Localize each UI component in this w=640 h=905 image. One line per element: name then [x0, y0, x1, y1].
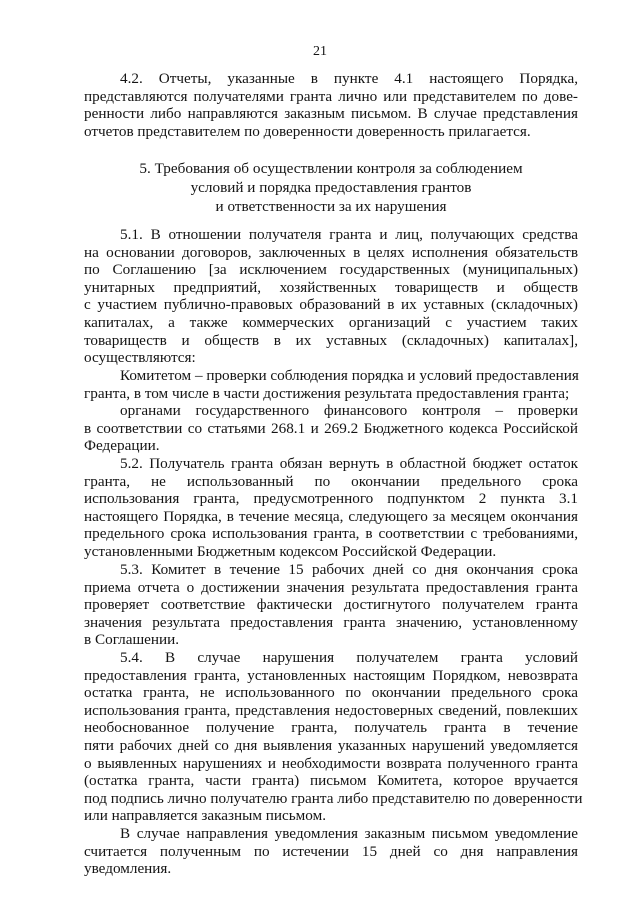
- text-line: гранта, не использованный по окончании предельного срока: [84, 472, 578, 490]
- text-line: о выявленных нарушениях и необходимости возврата полученного гранта: [84, 754, 578, 772]
- text-line: по Соглашению [за исключением государственных (муниципальных): [84, 261, 578, 279]
- paragraph-5-1: [84, 226, 578, 367]
- text-line: уведомления.: [84, 860, 172, 878]
- text-line: под подпись лично получателю гранта либо представителю по доверенности: [84, 789, 583, 807]
- paragraph-5-2: [84, 455, 578, 561]
- text-line: с участием публично-правовых образований в их уставных (складочных): [84, 296, 578, 314]
- heading-line: 5. Требования об осуществлении контроля за соблюдением: [139, 160, 523, 177]
- text-line: 5.2. Получатель гранта обязан вернуть в областной бюджет остаток: [120, 455, 578, 472]
- paragraph-registered-mail: [84, 825, 578, 878]
- text-line: отчетов представителем по доверенности доверенность прилагается.: [84, 122, 531, 140]
- text-line: использования гранта, предусмотренного подпунктом 2 пункта 3.1: [84, 490, 578, 508]
- paragraph-financial-control: [84, 402, 578, 455]
- text-line: ренности либо направляются заказным письмом. В случае представления: [84, 105, 578, 123]
- text-line: настоящего Порядка, в течение месяца, следующего за месяцем окончания: [84, 507, 578, 525]
- text-line: предельного срока использования гранта, в соответствии с требованиями,: [84, 525, 578, 543]
- text-line: органами государственного финансового контроля – проверки: [120, 402, 578, 419]
- text-line: Федерации.: [84, 437, 160, 455]
- paragraph-5-4: [84, 649, 583, 825]
- paragraph-5-3: [84, 561, 578, 649]
- text-line: унитарных предприятий, хозяйственных товариществ и обществ: [84, 278, 578, 296]
- text-line: проверяет соответствие фактически достигнутого получателем гранта: [84, 596, 578, 614]
- text-line: товариществ и обществ в их уставных (складочных) капиталах],: [84, 331, 578, 349]
- paragraph-4-2: [84, 70, 578, 140]
- text-line: остатка гранта, не использованного по окончании предельного срока: [84, 684, 578, 702]
- text-line: в соответствии со статьями 268.1 и 269.2 Бюджетного кодекса Российской: [84, 419, 578, 437]
- text-line: или направляется заказным письмом.: [84, 807, 326, 825]
- heading-line: и ответственности за их нарушения: [215, 198, 447, 215]
- text-line: значения результата предоставления гранта значению, установленному: [84, 613, 578, 631]
- section-5-heading: [84, 159, 578, 216]
- text-line: пяти рабочих дней со дня выявления указанных нарушений уведомляется: [84, 736, 578, 754]
- text-line: гранта, в том числе в части достижения результата предоставления гранта;: [84, 384, 570, 402]
- text-line: установленными Бюджетным кодексом Российской Федерации.: [84, 542, 497, 560]
- text-line: в Соглашении.: [84, 631, 180, 649]
- heading-line: условий и порядка предоставления грантов: [190, 179, 472, 196]
- text-line: В случае направления уведомления заказным письмом уведомление: [120, 825, 578, 842]
- text-line: использования гранта, представления недостоверных сведений, повлекших: [84, 701, 578, 719]
- page-number: 21: [313, 44, 327, 59]
- text-line: 5.1. В отношении получателя гранта и лиц, получающих средства: [120, 226, 578, 243]
- text-line: необоснованное получение гранта, получатель гранта в течение: [84, 719, 578, 737]
- text-line: капиталах, а также коммерческих организаций с участием таких: [84, 313, 578, 331]
- text-line: предоставления гранта, установленных настоящим Порядком, невозврата: [84, 666, 578, 684]
- text-line: осуществляются:: [84, 349, 196, 367]
- text-line: представляются получателями гранта лично или представителем по дове-: [84, 87, 578, 105]
- text-line: Комитетом – проверки соблюдения порядка и условий предоставления: [120, 367, 579, 384]
- text-line: 4.2. Отчеты, указанные в пункте 4.1 настоящего Порядка,: [120, 70, 578, 87]
- paragraph-committee: [84, 367, 578, 402]
- text-line: считается полученным по истечении 15 дней со дня направления: [84, 842, 578, 860]
- text-line: на основании договоров, заключенных в целях исполнения обязательств: [84, 243, 578, 261]
- text-line: 5.3. Комитет в течение 15 рабочих дней со дня окончания срока: [120, 561, 578, 578]
- text-line: 5.4. В случае нарушения получателем гранта условий: [120, 649, 578, 666]
- text-line: приема отчета о достижении значения результата предоставления гранта: [84, 578, 578, 596]
- text-line: (остатка гранта, части гранта) письмом Комитета, которое вручается: [84, 772, 578, 790]
